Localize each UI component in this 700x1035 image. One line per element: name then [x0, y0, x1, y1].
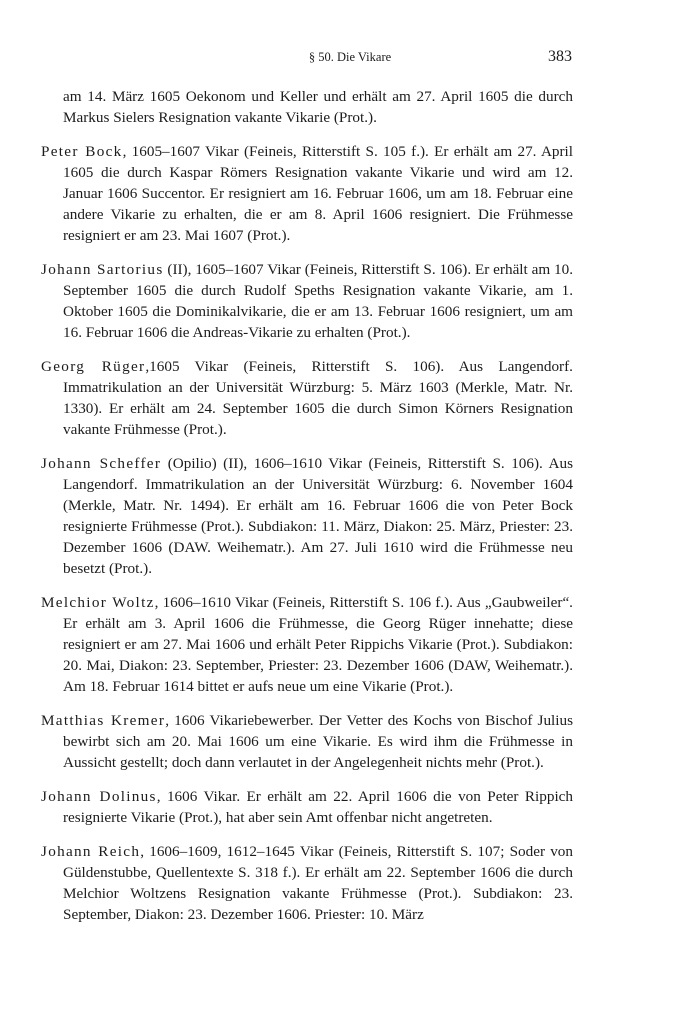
- entry: [41, 453, 573, 579]
- entry-name: Matthias Kremer: [41, 712, 166, 729]
- entry-name: Georg Rüger: [41, 358, 146, 375]
- entry-text: (Opilio) (II), 1606–1610 Vikar (Feineis, Ritterstift S. 106). Aus Langendorf. Immatrikulation an der Universität Würzburg: 6. November 1604 (Merkle, Matr. Nr. 1494). Er erhält am 16. Februar 1606 die von Peter Bock resignierte Frühmesse (Prot.). Subdiakon: 11. März, Diakon: 25. März, Priester: 23. Dezember 1606 (DAW. Weihematr.). Am 27. Juli 1610 wird die Frühmesse neu besetzt (Prot.).: [63, 455, 573, 577]
- entry: [41, 259, 573, 343]
- entry-text: , 1605–1607 Vikar (Feineis, Ritterstift S. 105 f.). Er erhält am 27. April 1605 die durch Kaspar Römers Resignation vakante Vikarie und wird am 12. Januar 1606 Succentor. Er resigniert am 16. Februar 1606, um am 18. Februar eine andere Vikarie zu erhalten, die er am 8. April 1606 resigniert. Die Frühmesse resigniert er am 23. Mai 1607 (Prot.).: [63, 143, 573, 244]
- entry-text: , 1606 Vikariebewerber. Der Vetter des Kochs von Bischof Julius bewirbt sich am 20. Mai 1606 um eine Vikarie. Es wird ihm die Frühmesse in Aussicht gestellt; doch dann verlautet in der Angelegenheit nichts mehr (Prot.).: [63, 712, 573, 771]
- entry-text: , 1606–1609, 1612–1645 Vikar (Feineis, Ritterstift S. 107; Soder von Güldenstubbe, Quellentexte S. 318 f.). Er erhält am 22. September 1606 die durch Melchior Woltzens Resignation vakante Frühmesse (Prot.). Subdiakon: 23. September, Diakon: 23. Dezember 1606. Priester: 10. März: [63, 843, 573, 923]
- entry: [41, 710, 573, 773]
- running-head: § 50. Die Vikare: [308, 50, 392, 64]
- entry-name: Peter Bock: [41, 143, 123, 160]
- entry-name: Johann Dolinus: [41, 788, 157, 805]
- entry-name: Melchior Woltz: [41, 594, 155, 611]
- body-text: [41, 86, 573, 938]
- entry: [41, 841, 573, 925]
- entry: [41, 592, 573, 697]
- entry: [41, 786, 573, 828]
- entry-name: Johann Reich: [41, 843, 141, 860]
- entry: [41, 356, 573, 440]
- page-number: 383: [548, 48, 572, 65]
- entry-text: (II), 1605–1607 Vikar (Feineis, Ritterstift S. 106). Er erhält am 10. September 1605 die durch Rudolf Speths Resignation vakante Vikarie, am 1. Oktober 1605 die Dominikalvikarie, die er am 13. Februar 1606 resigniert, um am 16. Februar 1606 die Andreas-Vikarie zu erhalten (Prot.).: [63, 261, 573, 341]
- entry-name: Johann Sartorius: [41, 261, 164, 278]
- entry: [41, 141, 573, 246]
- entry-text: ,1605 Vikar (Feineis, Ritterstift S. 106). Aus Langendorf. Immatrikulation an der Universität Würzburg: 5. März 1603 (Merkle, Matr. Nr. 1330). Er erhält am 24. September 1605 die durch Simon Körners Resignation vakante Frühmesse (Prot.).: [63, 358, 573, 438]
- entry-text: , 1606 Vikar. Er erhält am 22. April 1606 die von Peter Rippich resignierte Vikarie (Prot.), hat aber sein Amt offenbar nicht angetreten.: [63, 788, 573, 826]
- entry-continuation: [41, 86, 573, 128]
- page-header: [0, 48, 700, 70]
- entry-text: , 1606–1610 Vikar (Feineis, Ritterstift S. 106 f.). Aus „Gaubweiler“. Er erhält am 3. April 1606 die Frühmesse, die Georg Rüger innehatte; diese resigniert er am 27. Mai 1606 und erhält Peter Rippichs Vikarie (Prot.). Subdiakon: 20. Mai, Diakon: 23. September, Priester: 23. Dezember 1606 (DAW, Weihematr.). Am 18. Februar 1614 bittet er aufs neue um eine Vikarie (Prot.).: [63, 594, 573, 695]
- entry-name: Johann Scheffer: [41, 455, 162, 472]
- entry-text: am 14. März 1605 Oekonom und Keller und erhält am 27. April 1605 die durch Markus Sielers Resignation vakante Vikarie (Prot.).: [63, 88, 573, 126]
